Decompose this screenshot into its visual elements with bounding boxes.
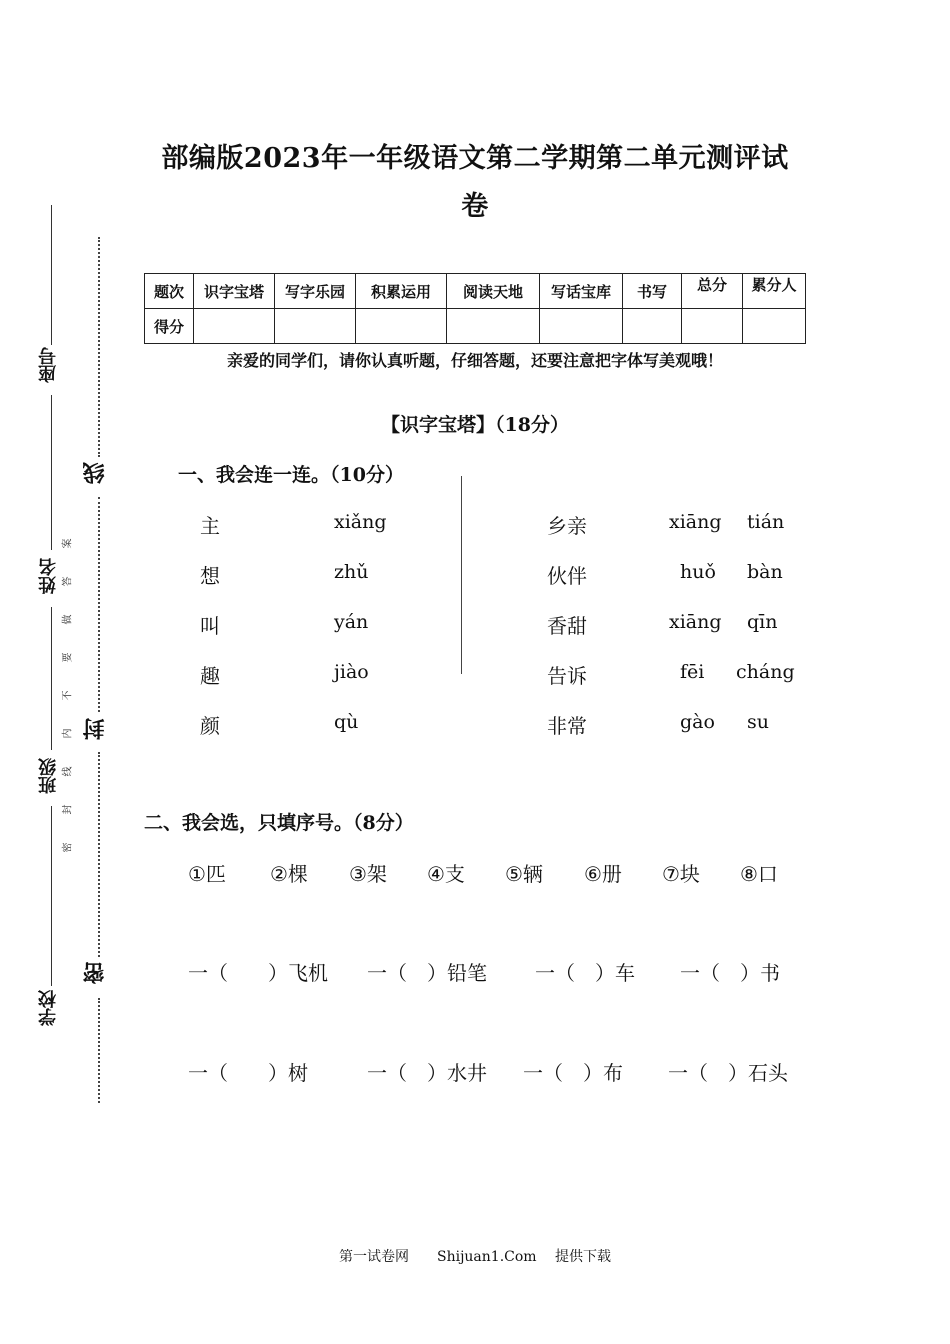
match-char[interactable]: 趣 [200,664,220,688]
option-item: ⑦块 [662,862,700,886]
seal-dotted-line [98,752,100,957]
class-label: 班级 [38,758,59,794]
score-cell[interactable] [743,309,806,344]
match-word[interactable]: 香甜 [547,614,587,638]
score-cell[interactable] [623,309,682,344]
match-pinyin[interactable]: jiào [334,661,369,683]
match-pinyin[interactable]: qù [334,711,359,733]
header-cell: 累分人 [743,274,806,309]
fill-line-school [51,806,52,986]
match-char[interactable]: 主 [200,514,220,538]
fill-blank-item[interactable]: 一（ ）树 [188,1061,308,1085]
section-heading: 【识字宝塔】（18分） [381,414,569,436]
match-pinyin[interactable]: xiǎng [334,511,387,533]
match-word-pinyin[interactable]: xiāng [669,511,722,533]
fill-blank-item[interactable]: 一（ ）飞机 [188,961,328,985]
fill-blank-item[interactable]: 一（ ）铅笔 [367,961,487,985]
fill-blank-item[interactable]: 一（ ）布 [523,1061,623,1085]
option-item: ③架 [349,862,387,886]
page-footer: 第一试卷网 Shijuan1.Com 提供下载 [338,1249,612,1265]
margin-note-char: 内 [62,728,74,739]
score-table [144,273,806,344]
seal-dotted-line [98,497,100,712]
header-cell: 书写 [623,274,682,309]
match-word-pinyin[interactable]: su [747,711,769,733]
match-pinyin[interactable]: zhǔ [334,561,369,583]
score-table-score-row [145,309,806,344]
fill-blank-item[interactable]: 一（ ）书 [680,961,780,985]
header-cell: 写字乐园 [275,274,356,309]
seal-char-mi: 密 [83,962,108,984]
header-cell: 积累运用 [356,274,447,309]
option-item: ⑤辆 [505,862,543,886]
option-item: ②棵 [270,862,308,886]
match-word-pinyin[interactable]: huǒ [680,561,716,583]
option-item: ①匹 [188,862,226,886]
margin-note-char: 不 [62,690,74,701]
school-label: 学校 [38,990,59,1026]
margin-note-char: 密 [62,842,74,853]
matching-divider [461,476,462,674]
margin-note-char: 做 [62,614,74,625]
match-pinyin[interactable]: yán [334,611,369,633]
page-title: 部编版2023年一年级语文第二学期第二单元测评试 [161,143,789,174]
match-word-pinyin[interactable]: qīn [747,611,778,633]
fill-line-class [51,607,52,750]
margin-note-char: 答 [62,576,74,587]
match-word-pinyin[interactable]: cháng [736,661,795,683]
header-cell: 总分 [682,274,743,309]
name-label: 姓名 [38,558,59,594]
match-word-pinyin[interactable]: xiāng [669,611,722,633]
fill-blank-item[interactable]: 一（ ）车 [535,961,635,985]
match-char[interactable]: 想 [200,564,220,588]
match-word[interactable]: 非常 [547,714,587,738]
row-label-cell: 得分 [145,309,194,344]
score-cell[interactable] [447,309,540,344]
margin-note-char: 封 [62,804,74,815]
option-item: ⑧口 [740,862,778,886]
match-word-pinyin[interactable]: fēi [680,661,705,683]
seal-dotted-line [98,998,100,1103]
page-title-continued: 卷 [461,191,489,222]
score-cell[interactable] [194,309,275,344]
seal-char-feng: 封 [83,718,108,740]
seal-char-xian: 线 [83,462,108,484]
score-cell[interactable] [275,309,356,344]
header-cell: 阅读天地 [447,274,540,309]
match-word-pinyin[interactable]: bàn [747,561,783,583]
fill-line-seat [51,205,52,345]
margin-note-char: 线 [62,766,74,777]
match-word[interactable]: 伙伴 [547,564,587,588]
header-cell: 识字宝塔 [194,274,275,309]
question-2-title: 二、我会选，只填序号。（8分） [144,812,414,834]
match-word-pinyin[interactable]: tián [747,511,785,533]
match-word[interactable]: 乡亲 [547,514,587,538]
margin-note-char: 要 [62,652,74,663]
option-item: ④支 [427,862,465,886]
seat-number-label: 座号 [38,347,59,383]
margin-note-char: 案 [62,538,74,549]
fill-blank-item[interactable]: 一（ ）石头 [668,1061,788,1085]
match-char[interactable]: 颜 [200,714,220,738]
score-cell[interactable] [682,309,743,344]
match-char[interactable]: 叫 [200,614,220,638]
score-table-header-row [145,274,806,309]
score-cell[interactable] [356,309,447,344]
match-word-pinyin[interactable]: gào [680,711,715,733]
option-item: ⑥册 [584,862,622,886]
fill-blank-item[interactable]: 一（ ）水井 [367,1061,487,1085]
match-word[interactable]: 告诉 [547,664,587,688]
question-1-title: 一、我会连一连。（10分） [178,464,404,486]
score-cell[interactable] [540,309,623,344]
instruction-notice: 亲爱的同学们，请你认真听题，仔细答题，还要注意把字体写美观哦！ [226,351,723,370]
header-cell: 题次 [145,274,194,309]
header-cell: 写话宝库 [540,274,623,309]
